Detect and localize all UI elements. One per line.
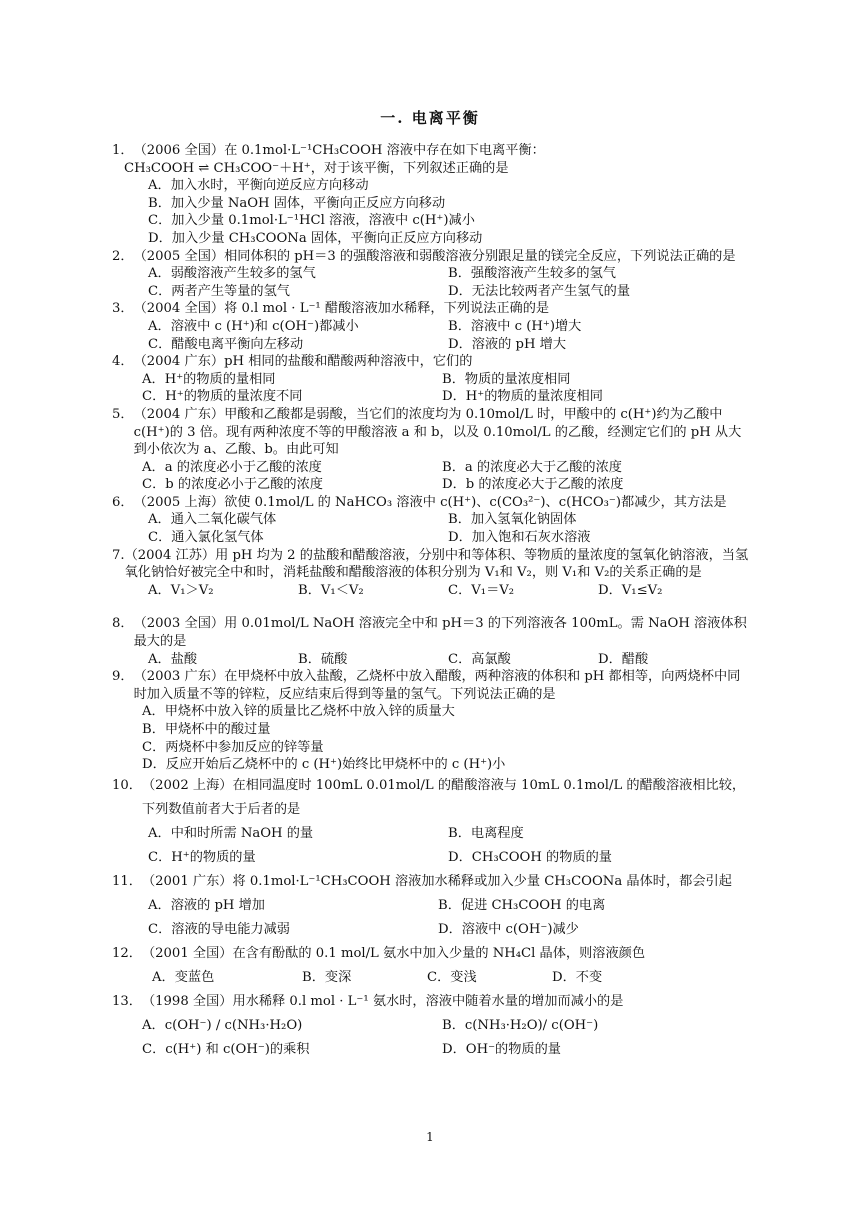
option-d[interactable]: D．CH₃COOH 的物质的量 <box>448 849 612 865</box>
option-a[interactable]: A．a 的浓度必小于乙酸的浓度 <box>142 459 322 475</box>
option-d[interactable]: D．加入饱和石灰水溶液 <box>448 530 591 546</box>
question-stem: （2003 广东）在甲烧杯中放入盐酸，乙烧杯中放入醋酸，两种溶液的体积和 pH 都相等，向两烧杯中同时加入质量不等的锌粒，反应结束后得到等量的氢气。下列说法正确的是 <box>133 669 741 702</box>
question-11 <box>112 870 752 942</box>
question-number: 8． <box>112 616 134 632</box>
question-12 <box>112 942 752 990</box>
option-a[interactable]: A．溶液中 c (H⁺)和 c(OH⁻)都减小 <box>148 318 359 334</box>
option-d[interactable]: D．H⁺的物质的量浓度相同 <box>442 389 603 405</box>
option-b[interactable]: B．c(NH₃·H₂O)/ c(OH⁻) <box>442 1017 599 1033</box>
question-number: 2． <box>112 248 134 264</box>
option-c[interactable]: C．通入氯化氢气体 <box>148 530 264 546</box>
option-a[interactable]: A．甲烧杯中放入锌的质量比乙烧杯中放入锌的质量大 <box>142 704 455 720</box>
option-d[interactable]: D．V₁≤V₂ <box>598 582 663 598</box>
question-number: 13． <box>112 993 142 1009</box>
question-stem: （2005 上海）欲使 0.1mol/L 的 NaHCO₃ 溶液中 c(H⁺)、c(CO₃²⁻)、c(HCO₃⁻)都减少，其方法是 <box>133 494 727 510</box>
option-c[interactable]: C．溶液的导电能力减弱 <box>148 921 290 937</box>
question-1 <box>112 142 752 248</box>
option-d[interactable]: D．加入少量 CH₃COONa 固体，平衡向正反应方向移动 <box>148 230 483 246</box>
question-stem: （2003 全国）用 0.01mol/L NaOH 溶液完全中和 pH＝3 的下列溶液各 100mL。需 NaOH 溶液体积最大的是 <box>133 616 747 650</box>
question-stem: （2004 全国）将 0.l mol · L⁻¹ 醋酸溶液加水稀释，下列说法正确的是 <box>133 301 550 317</box>
option-b[interactable]: B．加入少量 NaOH 固体，平衡向正反应方向移动 <box>148 195 446 211</box>
option-a[interactable]: A．中和时所需 NaOH 的量 <box>148 825 314 841</box>
question-3 <box>112 300 752 353</box>
option-c[interactable]: C．醋酸电离平衡向左移动 <box>148 336 304 352</box>
question-stem: （2004 广东）pH 相同的盐酸和醋酸两种溶液中，它们的 <box>133 354 473 370</box>
option-a[interactable]: A．c(OH⁻) / c(NH₃·H₂O) <box>142 1017 303 1033</box>
option-b[interactable]: B．a 的浓度必大于乙酸的浓度 <box>442 459 622 475</box>
question-8 <box>112 615 752 668</box>
question-stem: （2005 全国）相同体积的 pH＝3 的强酸溶液和弱酸溶液分别跟足量的镁完全反应，下列说法正确的是 <box>133 248 736 264</box>
question-number: 9． <box>112 669 134 685</box>
option-d[interactable]: D．OH⁻的物质的量 <box>442 1041 561 1057</box>
option-a[interactable]: A．H⁺的物质的量相同 <box>142 371 276 387</box>
question-stem: （2004 广东）甲酸和乙酸都是弱酸，当它们的浓度均为 0.10mol/L 时，甲酸中的 c(H⁺)约为乙酸中 c(H⁺)的 3 倍。现有两种浓度不等的甲酸溶液 a 和 b，以及 0.10mol/L 的乙酸，经测定它们的 pH 从大到小依次为 a、乙酸、b。由此可知 <box>133 406 742 458</box>
question-number: 5． <box>112 406 134 422</box>
option-a[interactable]: A．溶液的 pH 增加 <box>148 897 265 913</box>
option-b[interactable]: B．强酸溶液产生较多的氢气 <box>448 266 616 282</box>
question-stem: （2004 江苏）用 pH 均为 2 的盐酸和醋酸溶液，分别中和等体积、等物质的量浓度的氢氧化钠溶液，当氢氧化钠恰好被完全中和时，消耗盐酸和醋酸溶液的体积分别为 V₁和 V₂，则 V₁和 V₂的关系正确的是 <box>124 547 749 581</box>
question-number: 1． <box>112 143 134 158</box>
option-b[interactable]: B．V₁＜V₂ <box>298 582 364 598</box>
question-4 <box>112 353 752 406</box>
option-b[interactable]: B．甲烧杯中的酸过量 <box>142 722 271 737</box>
question-list <box>112 142 752 1062</box>
option-d[interactable]: D．醋酸 <box>598 651 649 667</box>
question-number: 12． <box>112 945 142 961</box>
question-number: 6． <box>112 494 134 510</box>
option-c[interactable]: C．H⁺的物质的量浓度不同 <box>142 389 303 405</box>
option-b[interactable]: B．变深 <box>302 969 352 985</box>
option-b[interactable]: B．加入氢氧化钠固体 <box>448 512 577 528</box>
option-c[interactable]: C．变浅 <box>427 969 477 985</box>
question-number: 10． <box>112 777 142 793</box>
option-c[interactable]: C．c(H⁺) 和 c(OH⁻)的乘积 <box>142 1041 310 1057</box>
option-a[interactable]: A．弱酸溶液产生较多的氢气 <box>148 266 316 282</box>
question-stem-line: CH₃COOH ⇌ CH₃COO⁻＋H⁺，对于该平衡，下列叙述正确的是 <box>124 160 509 176</box>
option-d[interactable]: D．溶液中 c(OH⁻)减少 <box>438 921 579 937</box>
option-a[interactable]: A．加入水时，平衡向逆反应方向移动 <box>148 178 369 194</box>
question-number: 7. <box>112 547 125 563</box>
option-a[interactable]: A．V₁＞V₂ <box>148 582 214 598</box>
question-stem: （1998 全国）用水稀释 0.l mol · L⁻¹ 氨水时，溶液中随着水量的增加而减小的是 <box>141 993 624 1009</box>
option-c[interactable]: C．H⁺的物质的量 <box>148 849 256 865</box>
question-number: 3． <box>112 301 134 317</box>
question-stem: （2006 全国）在 0.1mol·L⁻¹CH₃COOH 溶液中存在如下电离平衡： <box>133 143 545 158</box>
question-2 <box>112 248 752 301</box>
question-9 <box>112 668 752 774</box>
option-d[interactable]: D．溶液的 pH 增大 <box>448 336 567 352</box>
page-title: 一. 电离平衡 <box>380 109 480 127</box>
question-stem: （2001 广东）将 0.1mol·L⁻¹CH₃COOH 溶液加水稀释或加入少量 CH₃COONa 晶体时，都会引起 <box>141 873 732 889</box>
question-stem: （2002 上海）在相同温度时 100mL 0.01mol/L 的醋酸溶液与 10mL 0.1mol/L 的醋酸溶液相比较，下列数值前者大于后者的是 <box>141 777 746 817</box>
option-d[interactable]: D．不变 <box>552 969 603 985</box>
option-a[interactable]: A．盐酸 <box>148 651 198 667</box>
option-c[interactable]: C．b 的浓度必小于乙酸的浓度 <box>142 477 323 493</box>
option-c[interactable]: C．高氯酸 <box>448 651 511 667</box>
option-c[interactable]: C．两者产生等量的氢气 <box>148 283 290 299</box>
option-a[interactable]: A．变蓝色 <box>152 969 215 985</box>
option-b[interactable]: B．电离程度 <box>448 825 524 841</box>
option-b[interactable]: B．溶液中 c (H⁺)增大 <box>448 318 582 334</box>
option-d[interactable]: D．反应开始后乙烧杯中的 c (H⁺)始终比甲烧杯中的 c (H⁺)小 <box>142 757 506 773</box>
option-d[interactable]: D．无法比较两者产生氢气的量 <box>448 283 631 299</box>
question-10 <box>112 774 752 870</box>
question-6 <box>112 494 752 547</box>
question-number: 4． <box>112 354 134 370</box>
page-number: 1 <box>426 1130 434 1144</box>
option-b[interactable]: B．硫酸 <box>298 651 348 667</box>
option-a[interactable]: A．通入二氧化碳气体 <box>148 512 277 528</box>
question-7 <box>112 547 752 600</box>
option-b[interactable]: B．物质的量浓度相同 <box>442 371 571 387</box>
question-number: 11． <box>112 873 142 889</box>
option-d[interactable]: D．b 的浓度必大于乙酸的浓度 <box>442 477 624 493</box>
question-13 <box>112 990 752 1062</box>
question-stem: （2001 全国）在含有酚酞的 0.1 mol/L 氨水中加入少量的 NH₄Cl 晶体，则溶液颜色 <box>141 945 646 961</box>
option-c[interactable]: C．两烧杯中参加反应的锌等量 <box>142 739 324 755</box>
option-b[interactable]: B．促进 CH₃COOH 的电离 <box>438 897 606 913</box>
question-5 <box>112 406 752 494</box>
option-c[interactable]: C．加入少量 0.1mol·L⁻¹HCl 溶液，溶液中 c(H⁺)减小 <box>148 213 475 229</box>
option-c[interactable]: C．V₁＝V₂ <box>448 582 515 598</box>
